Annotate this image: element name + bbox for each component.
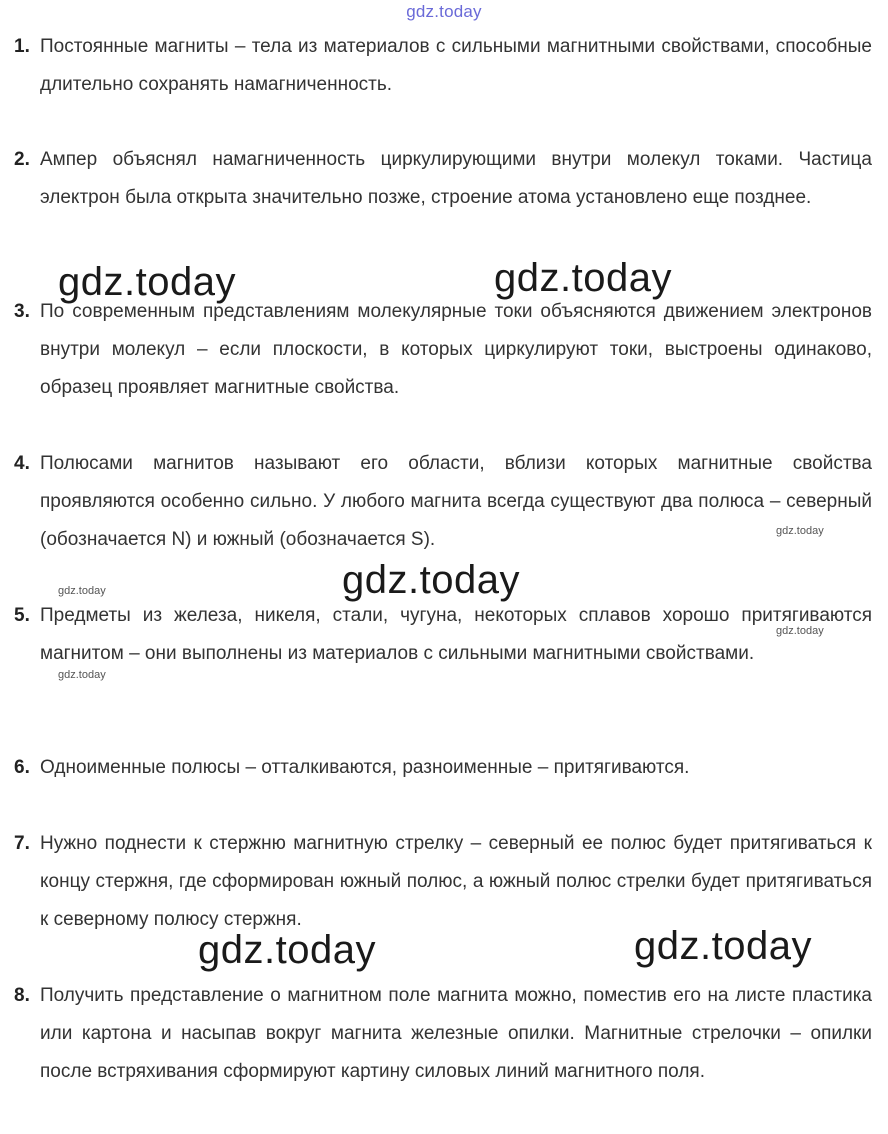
item-text: Постоянные магниты – тела из материалов с сильными магнитными свойствами, способные длительно сохранять намагниченность. (40, 36, 872, 95)
list-item-2 (14, 141, 872, 217)
item-text: Полюсами магнитов называют его области, вблизи которых магнитные свойства проявляются особенно сильно. У любого магнита всегда существуют два полюса – северный (обозначается N) и южный (обозначается S). (40, 453, 872, 550)
item-text: Нужно поднести к стержню магнитную стрелку – северный ее полюс будет притягиваться к концу стержня, где сформирован южный полюс, а южный полюс стрелки будет притягиваться к северному полюсу стержня. (40, 833, 872, 930)
watermark-small: gdz.today (776, 525, 824, 537)
watermark-big: gdz.today (198, 928, 376, 972)
list-item-4 (14, 445, 872, 559)
list-item-8 (14, 977, 872, 1091)
item-text: Одноименные полюсы – отталкиваются, разноименные – притягиваются. (40, 757, 690, 778)
watermark-big: gdz.today (342, 558, 520, 602)
item-number: 7. (14, 833, 30, 854)
list-item-3 (14, 293, 872, 407)
watermark-big: gdz.today (494, 256, 672, 300)
watermark-small: gdz.today (776, 625, 824, 637)
item-text: Получить представление о магнитном поле магнита можно, поместив его на листе пластика или картона и насыпав вокруг магнита железные опилки. Магнитные стрелочки – опилки после встряхивания сформируют картину силовых линий магнитного поля. (40, 985, 872, 1082)
list-item-7 (14, 825, 872, 939)
item-number: 6. (14, 757, 30, 778)
item-text: Предметы из железа, никеля, стали, чугуна, некоторых сплавов хорошо притягиваются магнитом – они выполнены из материалов с сильными магнитными свойствами. (40, 605, 872, 664)
item-number: 8. (14, 985, 30, 1006)
item-number: 3. (14, 301, 30, 322)
watermark-big: gdz.today (58, 260, 236, 304)
header-watermark: gdz.today (406, 2, 482, 21)
item-number: 4. (14, 453, 30, 474)
item-text: Ампер объяснял намагниченность циркулирующими внутри молекул токами. Частица электрон была открыта значительно позже, строение атома установлено еще позднее. (40, 149, 872, 208)
list-item-1 (14, 28, 872, 104)
item-number: 2. (14, 149, 30, 170)
watermark-big: gdz.today (634, 924, 812, 968)
item-number: 1. (14, 36, 30, 57)
item-text: По современным представлениям молекулярные токи объясняются движением электронов внутри молекул – если плоскости, в которых циркулируют токи, выстроены одинаково, образец проявляет магнитные свойства. (40, 301, 872, 398)
item-number: 5. (14, 605, 30, 626)
list-item-5 (14, 597, 872, 673)
watermark-small: gdz.today (58, 585, 106, 597)
list-item-6 (14, 749, 872, 787)
watermark-small: gdz.today (58, 669, 106, 681)
